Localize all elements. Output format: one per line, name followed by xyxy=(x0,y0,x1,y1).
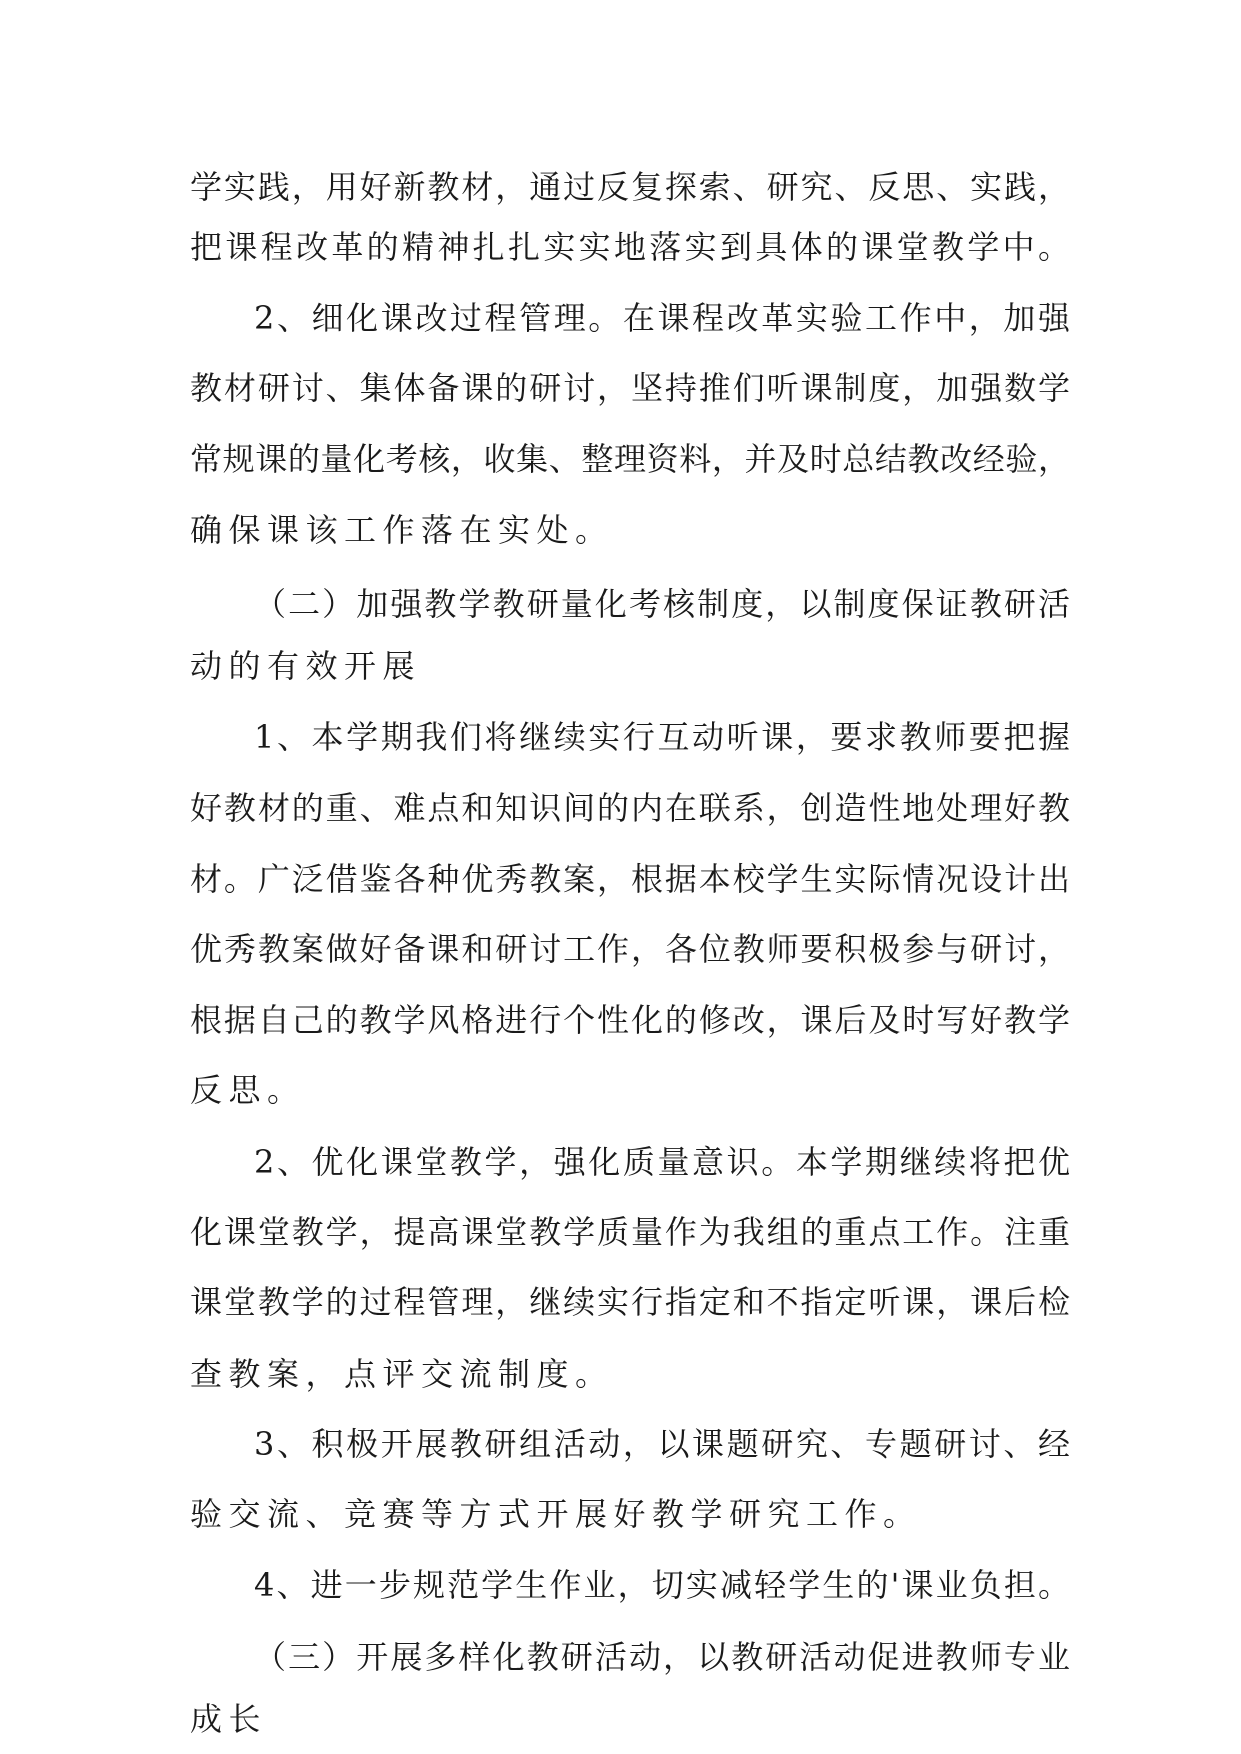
text-line: 常规课的量化考核，收集、整理资料，并及时总结教改经验， xyxy=(190,440,1070,478)
paragraph-start: 1、本学期我们将继续实行互动听课，要求教师要把握 xyxy=(254,718,1070,756)
text-line: 学实践，用好新教材，通过反复探索、研究、反思、实践， xyxy=(190,168,1070,206)
text-line: 查教案，点评交流制度。 xyxy=(190,1355,614,1393)
text-line: 验交流、竞赛等方式开展好教学研究工作。 xyxy=(190,1495,922,1533)
text-line: 把课程改革的精神扎扎实实地落实到具体的课堂教学中。 xyxy=(190,228,1070,266)
section-heading-continued: 成长 xyxy=(190,1700,268,1738)
text-line: 化课堂教学，提高课堂教学质量作为我组的重点工作。注重 xyxy=(190,1213,1070,1251)
section-heading: （三）开展多样化教研活动，以教研活动促进教师专业 xyxy=(254,1638,1070,1676)
text-line: 反思。 xyxy=(190,1071,306,1109)
paragraph-start: 4、进一步规范学生作业，切实减轻学生的'课业负担。 xyxy=(254,1566,1070,1604)
text-line: 优秀教案做好备课和研讨工作，各位教师要积极参与研讨， xyxy=(190,930,1070,968)
text-line: 好教材的重、难点和知识间的内在联系，创造性地处理好教 xyxy=(190,789,1070,827)
paragraph-start: 2、优化课堂教学，强化质量意识。本学期继续将把优 xyxy=(254,1143,1070,1181)
section-heading: （二）加强教学教研量化考核制度，以制度保证教研活 xyxy=(254,585,1070,623)
paragraph-start: 3、积极开展教研组活动，以课题研究、专题研讨、经 xyxy=(254,1425,1070,1463)
text-line: 确保课该工作落在实处。 xyxy=(190,511,614,549)
text-line: 教材研讨、集体备课的研讨，坚持推们听课制度，加强数学 xyxy=(190,369,1070,407)
text-line: 课堂教学的过程管理，继续实行指定和不指定听课，课后检 xyxy=(190,1283,1070,1321)
text-line: 材。广泛借鉴各种优秀教案，根据本校学生实际情况设计出 xyxy=(190,860,1070,898)
text-line: 根据自己的教学风格进行个性化的修改，课后及时写好教学 xyxy=(190,1001,1070,1039)
paragraph-start: 2、细化课改过程管理。在课程改革实验工作中，加强 xyxy=(254,299,1070,337)
section-heading-continued: 动的有效开展 xyxy=(190,647,422,685)
